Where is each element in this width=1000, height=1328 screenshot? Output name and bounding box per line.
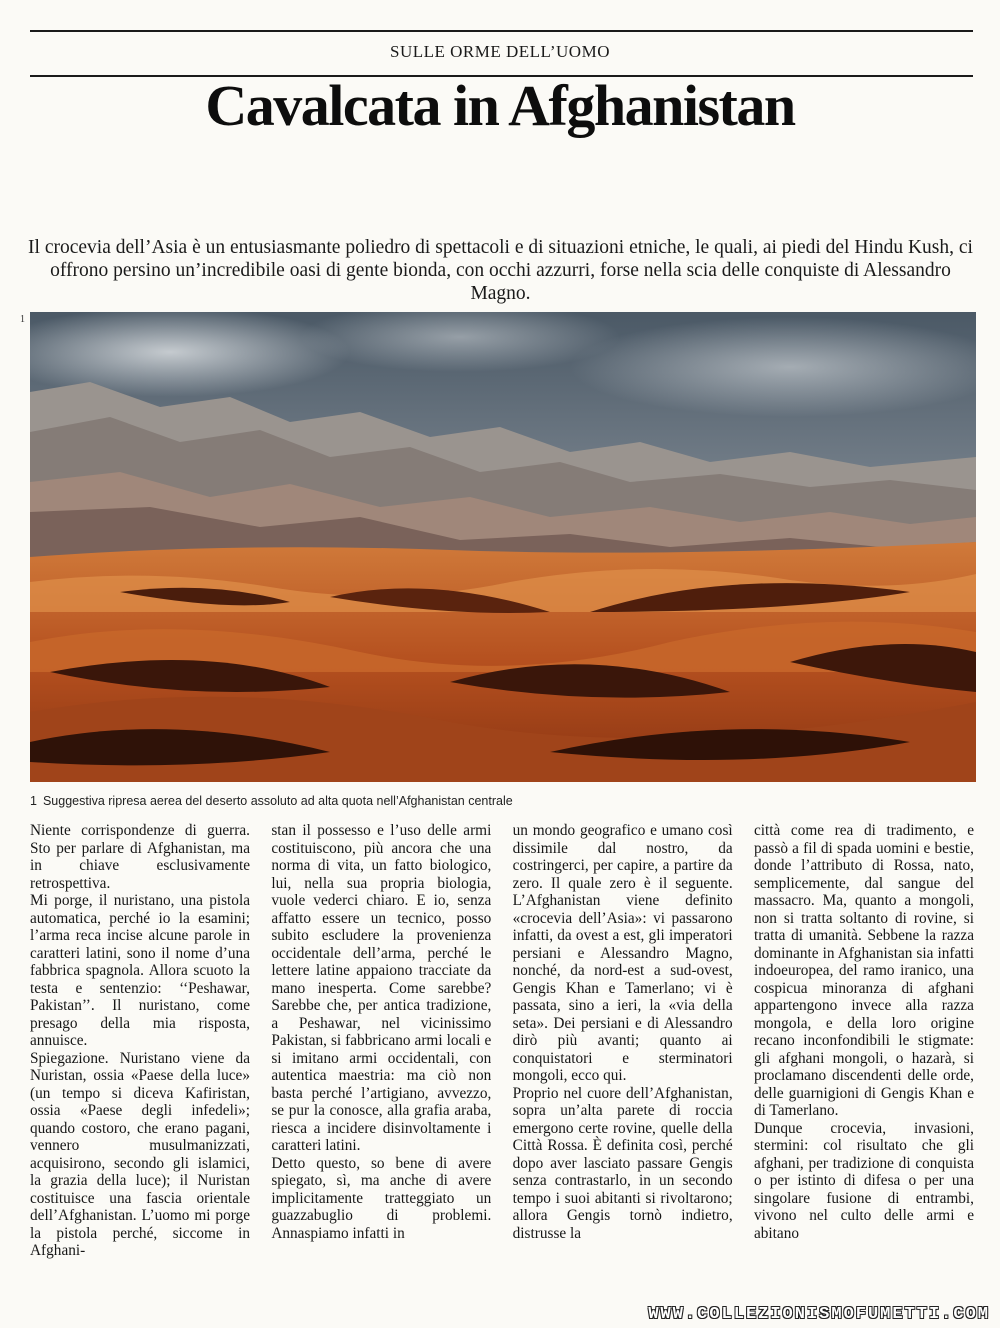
caption-text: Suggestiva ripresa aerea del deserto assoluto ad alta quota nell’Afghanistan centrale <box>42 794 513 808</box>
watermark: WWW.COLLEZIONISMOFUMETTI.COM <box>648 1305 990 1324</box>
article-title: Cavalcata in Afghanistan <box>205 73 795 138</box>
paragraph: Mi porge, il nuristano, una pistola automatica, perché io la esamini; l’arma reca incise alcune parole in caratteri latini, sono il nome d’una fabbrica spagnola. Allora scuoto la testa e sentenzio: ‘‘Peshawar, Pakistan’’. Il nuristano, come presago della mia risposta, annuisce. <box>30 892 250 1049</box>
paragraph: Niente corrispondenze di guerra. Sto per parlare di Afghanistan, ma in chiave esclusivamente retrospettiva. <box>30 822 250 892</box>
column-3 <box>513 822 733 1302</box>
desert-photo <box>30 312 976 782</box>
paragraph: un mondo geografico e umano così dissimile dal nostro, da costringerci, per capire, a partire da zero. Il quale zero è il seguente. L’Afghanistan viene definito «crocevia dell’Asia»: vi passarono infatti, da ovest a est, gli imperatori persiani e Alessandro Magno, nonché, da nord-est a sud-ovest, Gengis Khan e Tamerlano; vi è passata, sino a ieri, la «via della seta». Dei persiani e di Alessandro dirò più avanti; quanto ai conquistatori e sterminatori mongoli, ecco qui. <box>512 822 733 1084</box>
paragraph: Proprio nel cuore dell’Afghanistan, sopra un’alta parete di roccia emergono certe rovine, quelle della Città Rossa. È definita così, perché dopo aver lasciato passare Gengis senza contrastarlo, in un secondo tempo i suoi abitanti si rivoltarono; allora Gengis tornò indietro, distrusse la <box>512 1084 733 1242</box>
top-rule <box>30 30 973 32</box>
section-heading: SULLE ORME DELL’UOMO <box>390 42 610 61</box>
column-4 <box>754 822 974 1302</box>
paragraph: città come rea di tradimento, e passò a fil di spada uomini e bestie, donde l’attributo di Rossa, nato, semplicemente, dal sangue del massacro. Ma, quanto a mongoli, non si tratta soltanto di rovine, si tratta di umanità. Sebbene la razza dominante in Afghanistan sia infatti indoeuropea, del ramo iranico, una cospicua minoranza di afghani appartengono invece alla razza mongola, e della loro origine recano inconfondibili le stigmate: gli afghani mongoli, o hazarà, si proclamano discendenti delle orde, delle guarnigioni di Gengis Khan e di Tamerlano. <box>753 822 974 1119</box>
paragraph: Dunque crocevia, invasioni, stermini: col risultato che gli afghani, per tradizione di conquista o per istinto di difesa o per una singolare fusione di entrambi, vivono nel culto delle armi e abitano <box>753 1119 974 1242</box>
caption-number: 1 <box>30 794 37 808</box>
column-1 <box>30 822 250 1302</box>
paragraph: Spiegazione. Nuristano viene da Nuristan, ossia «Paese della luce» (un tempo si diceva Kafiristan, ossia «Paese degli infedeli»; quando costoro, che erano pagani, vennero musulmanizzati, acquisirono, secondo gli islamici, la grazia della luce); il Nuristan costituisce una fascia orientale dell’Afghanistan. L’uomo mi porge la pistola perché, siccome in Afghani- <box>30 1049 250 1259</box>
figure-number: 1 <box>20 314 25 325</box>
column-2 <box>271 822 491 1302</box>
paragraph: Detto questo, so bene di avere spiegato, sì, ma anche di avere implicitamente tratteggiato un guazzabuglio di problemi. Annaspiamo infatti in <box>271 1154 492 1242</box>
figure-caption <box>30 794 976 808</box>
desert-landscape-illustration <box>30 312 976 782</box>
article-columns <box>30 822 974 1302</box>
lead-paragraph: Il crocevia dell’Asia è un entusiasmante poliedro di spettacoli e di situazioni etniche, le quali, ai piedi del Hindu Kush, ci offrono persino un’incredibile oasi di gente bionda, con occhi azzurri, forse nella scia delle conquiste di Alessandro Magno. <box>28 237 973 304</box>
paragraph: stan il possesso e l’uso delle armi costituiscono, più ancora che una norma di vita, un fatto biologico, lui, nella sua propria biologia, vuole vederci chiaro. E io, senza affatto essere un tecnico, posso subito escludere la provenienza occidentale dell’arma, perché le lettere latine appaiono tracciate da mano inesperta. Come sarebbe? Sarebbe che, per antica tradizione, a Peshawar, nel vicinissimo Pakistan, si fabbricano armi locali e si imitano armi occidentali, con autentica maestria: ma ciò non basta perché l’artigiano, avvezzo, se pur la conosce, alla grafia araba, riesca a incidere disinvoltamente i caratteri latini. <box>271 822 492 1154</box>
